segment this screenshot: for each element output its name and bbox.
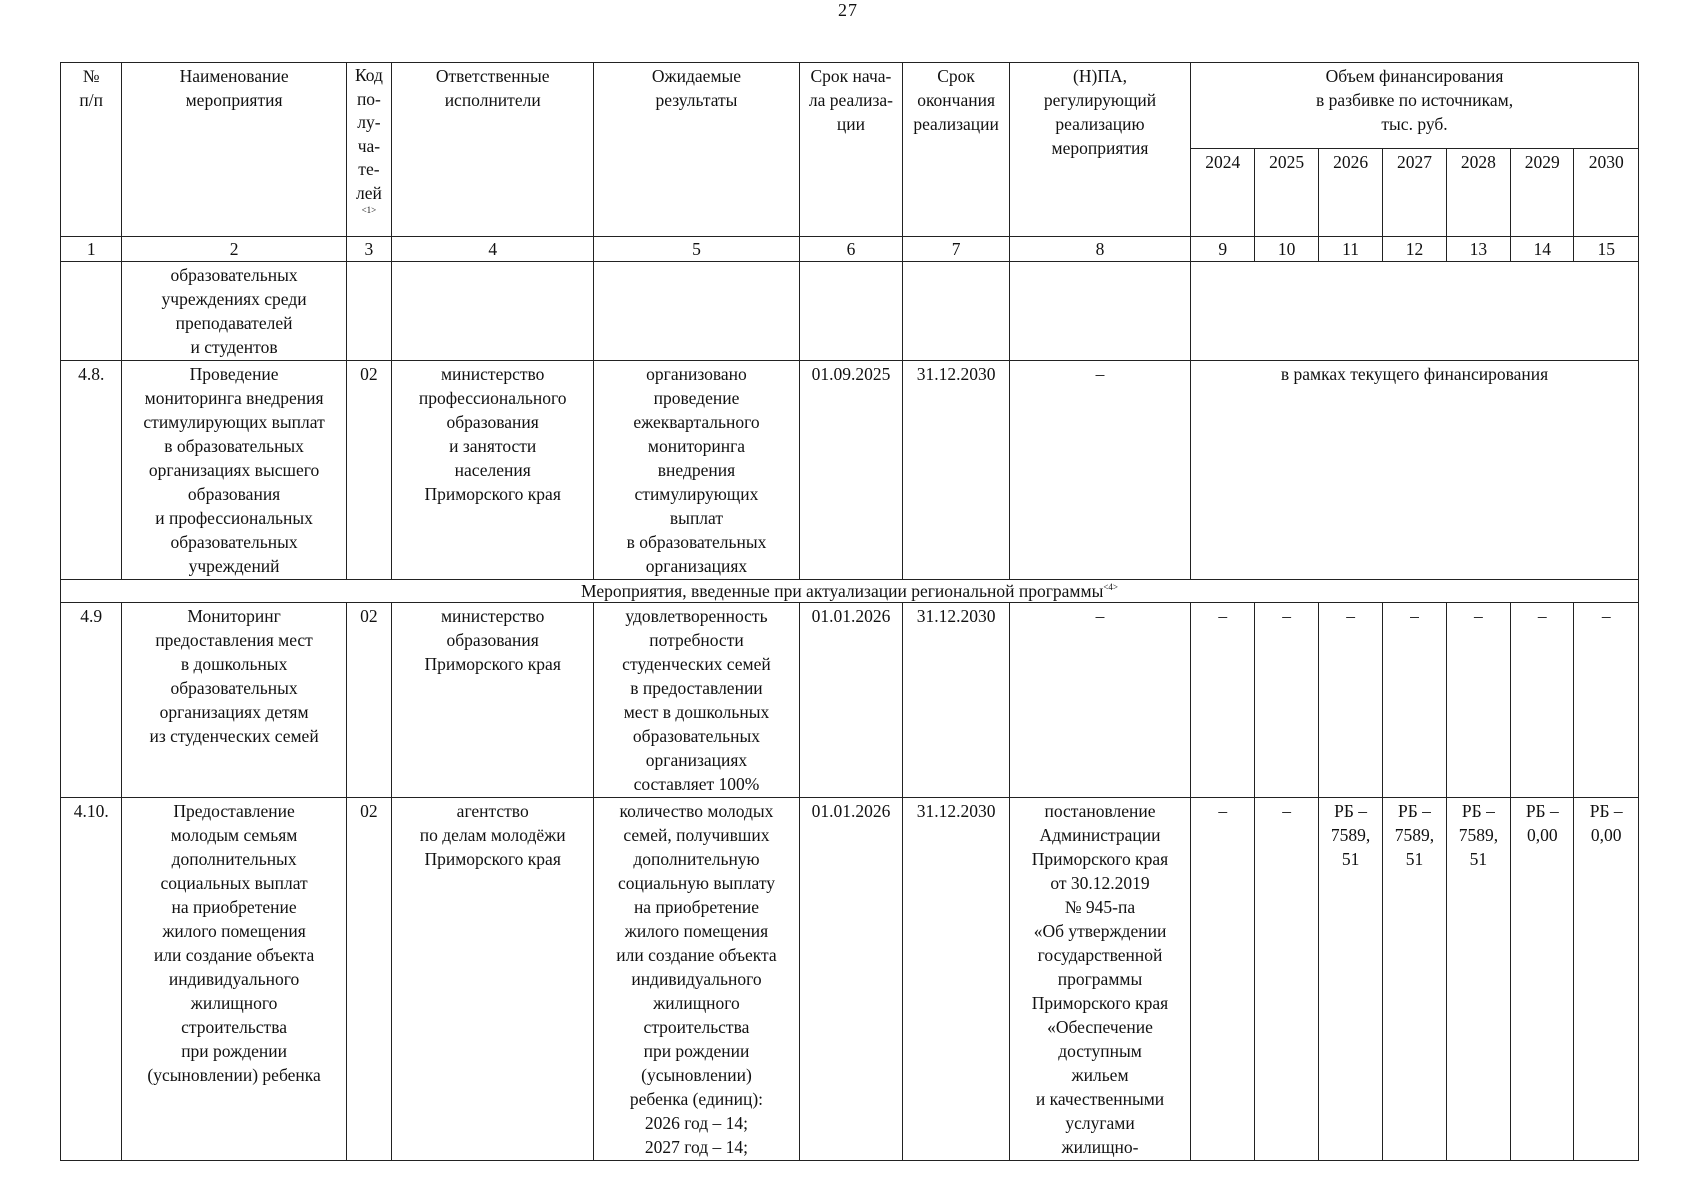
column-number: 2 [122, 237, 346, 262]
header-results: Ожидаемые результаты [594, 63, 799, 237]
cell-end: 31.12.2030 [903, 798, 1010, 1161]
cell-name: образовательных учреждениях среди преподавателей и студентов [122, 262, 346, 361]
cell-npa: – [1009, 361, 1190, 580]
header-end: Срок окончания реализации [903, 63, 1010, 237]
cell-empty [1191, 262, 1639, 361]
cell-fin: РБ – 7589, 51 [1383, 798, 1446, 1161]
cell-end: 31.12.2030 [903, 361, 1010, 580]
cell-fin: – [1574, 603, 1639, 798]
column-number: 9 [1191, 237, 1255, 262]
header-name: Наименование мероприятия [122, 63, 346, 237]
cell-results: удовлетворенность потребности студенческих семей в предоставлении мест в дошкольных образовательных организациях составляет 100% [594, 603, 799, 798]
column-number: 14 [1511, 237, 1574, 262]
cell-empty [346, 262, 391, 361]
cell-name: Предоставление молодым семьям дополнительных социальных выплат на приобретение жилого помещения или создание объекта индивидуального жилищного строительства при рождении (усыновлении) ребенка [122, 798, 346, 1161]
cell-start: 01.09.2025 [799, 361, 903, 580]
cell-empty [1009, 262, 1190, 361]
cell-fin: – [1318, 603, 1382, 798]
table-row [61, 603, 1639, 798]
cell-fin: – [1383, 603, 1446, 798]
column-number: 7 [903, 237, 1010, 262]
cell-num: 4.9 [61, 603, 122, 798]
cell-npa: – [1009, 603, 1190, 798]
column-numbers-row [61, 237, 1639, 262]
column-number: 8 [1009, 237, 1190, 262]
column-number: 1 [61, 237, 122, 262]
cell-code: 02 [346, 361, 391, 580]
cell-name: Мониторинг предоставления мест в дошкольных образовательных организациях детям из студенческих семей [122, 603, 346, 798]
cell-start: 01.01.2026 [799, 603, 903, 798]
column-number: 5 [594, 237, 799, 262]
table-row [61, 361, 1639, 580]
table-row [61, 262, 1639, 361]
cell-num: 4.8. [61, 361, 122, 580]
measures-table [60, 62, 1639, 1161]
header-year: 2028 [1446, 149, 1510, 237]
cell-empty [903, 262, 1010, 361]
header-year: 2024 [1191, 149, 1255, 237]
cell-fin: РБ – 7589, 51 [1318, 798, 1382, 1161]
column-number: 13 [1446, 237, 1510, 262]
cell-executors: агентство по делам молодёжи Приморского края [392, 798, 594, 1161]
cell-name: Проведение мониторинга внедрения стимулирующих выплат в образовательных организациях высшего образования и профессиональных образовательных учреждений [122, 361, 346, 580]
cell-fin: – [1255, 603, 1318, 798]
column-number: 4 [392, 237, 594, 262]
cell-fin: – [1255, 798, 1318, 1161]
cell-npa: постановление Администрации Приморского края от 30.12.2019 № 945-па «Об утверждении государственной программы Приморского края «Обеспечение доступным жильем и качественными услугами жилищно- [1009, 798, 1190, 1161]
header-year: 2025 [1255, 149, 1318, 237]
cell-empty [799, 262, 903, 361]
page-number: 27 [838, 0, 858, 20]
section-title [61, 580, 1639, 603]
cell-fin: – [1191, 603, 1255, 798]
header-npa: (Н)ПА, регулирующий реализацию мероприятия [1009, 63, 1190, 237]
header-year: 2029 [1511, 149, 1574, 237]
header-start: Срок нача- ла реализа- ции [799, 63, 903, 237]
cell-results: организовано проведение ежеквартального мониторинга внедрения стимулирующих выплат в образовательных организациях [594, 361, 799, 580]
column-number: 3 [346, 237, 391, 262]
cell-fin: – [1446, 603, 1510, 798]
header-year: 2026 [1318, 149, 1382, 237]
cell-financing: в рамках текущего финансирования [1191, 361, 1639, 580]
cell-code: 02 [346, 603, 391, 798]
cell-fin: РБ – 7589, 51 [1446, 798, 1510, 1161]
cell-fin: РБ – 0,00 [1511, 798, 1574, 1161]
section-title-text: Мероприятия, введенные при актуализации региональной программы [581, 581, 1104, 601]
column-number: 6 [799, 237, 903, 262]
header-year: 2027 [1383, 149, 1446, 237]
section-footnote: <4> [1103, 582, 1118, 593]
column-number: 11 [1318, 237, 1382, 262]
header-year: 2030 [1574, 149, 1639, 237]
section-row [61, 580, 1639, 603]
header-code-label: Код по- лу- ча- те- лей [354, 65, 383, 203]
cell-code: 02 [346, 798, 391, 1161]
cell-executors: министерство профессионального образования и занятости населения Приморского края [392, 361, 594, 580]
cell-empty [392, 262, 594, 361]
cell-results: количество молодых семей, получивших дополнительную социальную выплату на приобретение жилого помещения или создание объекта индивидуального жилищного строительства при рождении (усыновлении) ребенка (единиц): 2026 год – 14; 2027 год – 14; [594, 798, 799, 1161]
cell-start: 01.01.2026 [799, 798, 903, 1161]
header-num: № п/п [61, 63, 122, 237]
cell-executors: министерство образования Приморского края [392, 603, 594, 798]
table-row [61, 798, 1639, 1161]
cell-end: 31.12.2030 [903, 603, 1010, 798]
column-number: 12 [1383, 237, 1446, 262]
cell-empty [61, 262, 122, 361]
header-code-footnote: <1> [361, 205, 377, 215]
column-number: 10 [1255, 237, 1318, 262]
column-number: 15 [1574, 237, 1639, 262]
cell-fin: – [1191, 798, 1255, 1161]
cell-fin: РБ – 0,00 [1574, 798, 1639, 1161]
header-executors: Ответственные исполнители [392, 63, 594, 237]
header-financing: Объем финансирования в разбивке по источникам, тыс. руб. [1191, 63, 1639, 149]
cell-num: 4.10. [61, 798, 122, 1161]
header-code [346, 63, 391, 237]
cell-fin: – [1511, 603, 1574, 798]
cell-empty [594, 262, 799, 361]
